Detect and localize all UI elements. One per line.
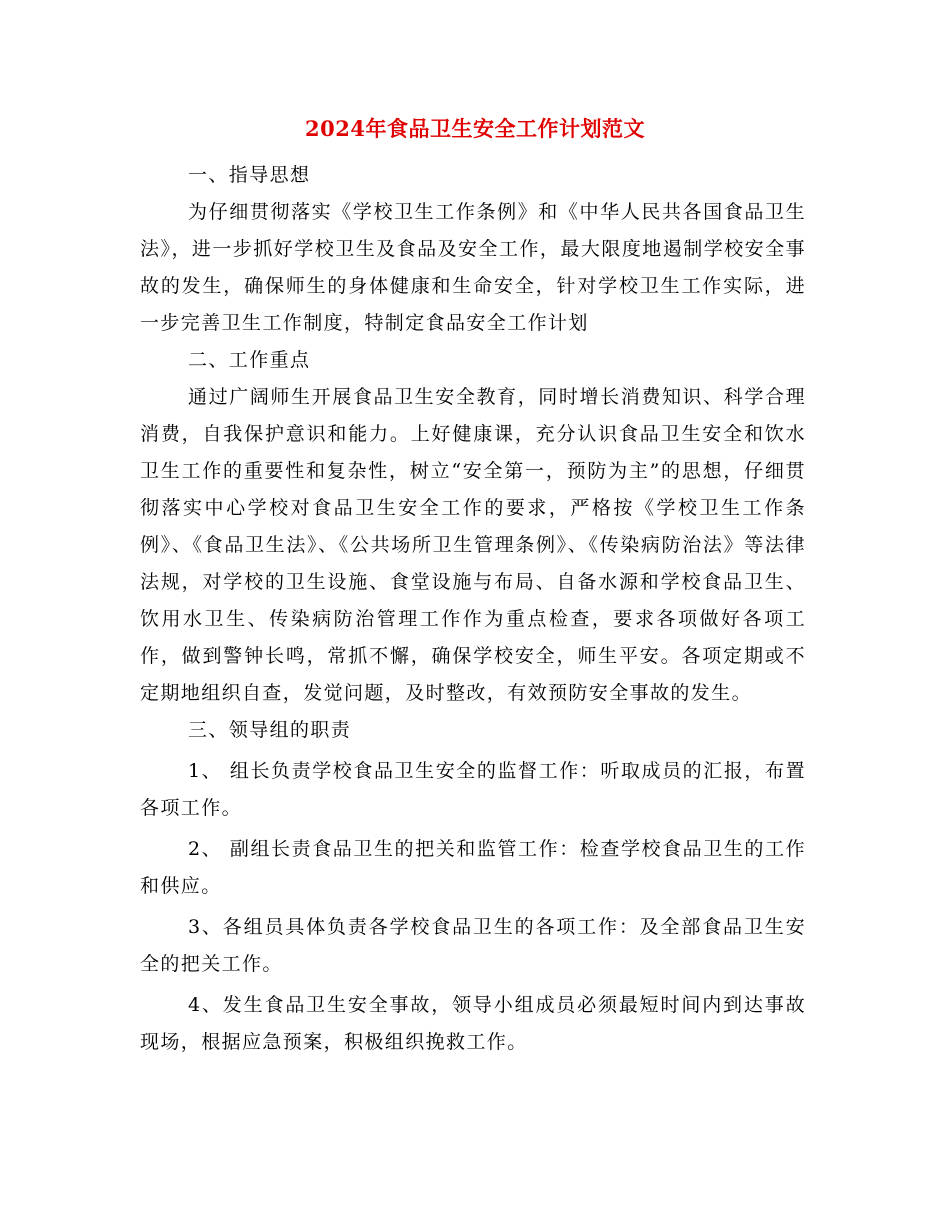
section-heading-leadership-duties: 三、领导组的职责 (188, 719, 352, 741)
paragraph-work-focus: 通过广阔师生开展食品卫生安全教育，同时增长消费知识、科学合理消费，自我保护意识和能力。上好健康课，充分认识食品卫生安全和饮水卫生工作的重要性和复杂性，树立“安全第一，预防为主”的思想，仔细贯彻落实中心学校对食品卫生安全工作的要求，严格按《学校卫生工作条例》、《食品卫生法》、《公共场所卫生管理条例》、《传染病防治法》等法律法规，对学校的卫生设施、食堂设施与布局、自备水源和学校食品卫生、饮用水卫生、传染病防治管理工作作为重点检查，要求各项做好各项工作，做到警钟长鸣，常抓不懈，确保学校安全，师生平安。各项定期或不定期地组织自查，发觉问题，及时整改，有效预防安全事故的发生。 (140, 386, 806, 704)
duty-item-2: 2、 副组长责食品卫生的把关和监管工作：检查学校食品卫生的工作和供应。 (140, 838, 806, 897)
duty-item-4: 4、发生食品卫生安全事故，领导小组成员必须最短时间内到达事故现场，根据应急预案，积极组织挽救工作。 (140, 994, 806, 1053)
paragraph-guiding-ideology: 为仔细贯彻落实《学校卫生工作条例》和《中华人民共各国食品卫生法》，进一步抓好学校卫生及食品及安全工作，最大限度地遏制学校安全事故的发生，确保师生的身体健康和生命安全，针对学校卫生工作实际，进一步完善卫生工作制度，特制定食品安全工作计划 (140, 201, 806, 334)
duty-item-3: 3、各组员具体负责各学校食品卫生的各项工作：及全部食品卫生安全的把关工作。 (140, 916, 806, 975)
section-heading-work-focus: 二、工作重点 (188, 349, 311, 371)
duty-item-1: 1、 组长负责学校食品卫生安全的监督工作：听取成员的汇报，布置各项工作。 (140, 760, 806, 819)
section-heading-guiding-ideology: 一、指导思想 (188, 164, 311, 186)
document-title: 2024年食品卫生安全工作计划范文 (305, 116, 645, 141)
document-body (140, 157, 806, 1061)
